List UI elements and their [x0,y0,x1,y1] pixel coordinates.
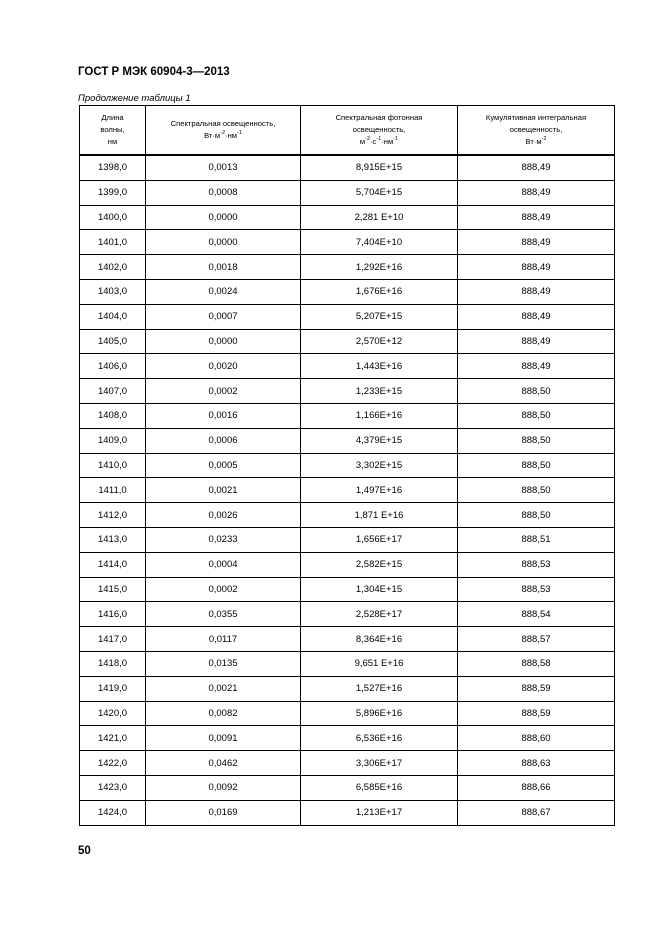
cumulative-irradiance-cell: 888,53 [458,552,615,577]
wavelength-cell: 1410,0 [80,453,146,478]
document-title: ГОСТ Р МЭК 60904-3—2013 [78,66,230,78]
cumulative-irradiance-cell: 888,50 [458,453,615,478]
spectral-irradiance-cell: 0,0026 [146,503,301,528]
wavelength-cell: 1403,0 [80,279,146,304]
spectral-irradiance-cell: 0,0082 [146,701,301,726]
table-row [80,627,615,652]
spectral-irradiance-cell: 0,0021 [146,478,301,503]
table-row [80,329,615,354]
cumulative-irradiance-cell: 888,49 [458,329,615,354]
wavelength-cell: 1418,0 [80,651,146,676]
cumulative-irradiance-cell: 888,50 [458,478,615,503]
cumulative-irradiance-cell: 888,49 [458,279,615,304]
cumulative-irradiance-cell: 888,63 [458,751,615,776]
spectral-irradiance-cell: 0,0000 [146,329,301,354]
wavelength-cell: 1407,0 [80,379,146,404]
photon-irradiance-cell: 1,676E+16 [301,279,458,304]
spectral-irradiance-cell: 0,0005 [146,453,301,478]
spectral-irradiance-table [79,105,615,826]
table-row [80,552,615,577]
wavelength-cell: 1412,0 [80,503,146,528]
spectral-irradiance-cell: 0,0169 [146,800,301,825]
table-row [80,230,615,255]
photon-irradiance-cell: 3,306E+17 [301,751,458,776]
spectral-irradiance-cell: 0,0135 [146,651,301,676]
cumulative-irradiance-cell: 888,60 [458,726,615,751]
wavelength-cell: 1400,0 [80,205,146,230]
cumulative-irradiance-cell: 888,49 [458,180,615,205]
header-wavelength-unit: нм [107,137,118,146]
spectral-irradiance-cell: 0,0004 [146,552,301,577]
wavelength-cell: 1413,0 [80,527,146,552]
photon-irradiance-cell: 6,536E+16 [301,726,458,751]
spectral-irradiance-cell: 0,0355 [146,602,301,627]
table-row [80,602,615,627]
cumulative-irradiance-cell: 888,50 [458,403,615,428]
table-row [80,800,615,825]
header-photon-unit: $м^{-2}\cdot с^{-1}\cdot нм^{-1}$ [359,136,399,146]
header-spectral-irradiance-line: Спектральная освещенность, [170,119,276,128]
cumulative-irradiance-cell: 888,59 [458,701,615,726]
header-wavelength-line: Длина [101,113,124,122]
table-row [80,577,615,602]
wavelength-cell: 1419,0 [80,676,146,701]
table-row [80,478,615,503]
wavelength-cell: 1415,0 [80,577,146,602]
table-row [80,775,615,800]
header-spectral-photon-irradiance [301,106,458,156]
page-number: 50 [78,845,91,857]
header-wavelength [80,106,146,156]
cumulative-irradiance-cell: 888,49 [458,304,615,329]
table-caption: Продолжение таблицы 1 [78,93,191,104]
wavelength-cell: 1420,0 [80,701,146,726]
cumulative-irradiance-cell: 888,50 [458,428,615,453]
photon-irradiance-cell: 1,166E+16 [301,403,458,428]
table-row [80,428,615,453]
spectral-irradiance-cell: 0,0006 [146,428,301,453]
photon-irradiance-cell: 8,915E+15 [301,155,458,180]
table-row [80,155,615,180]
photon-irradiance-cell: 4,379E+15 [301,428,458,453]
wavelength-cell: 1409,0 [80,428,146,453]
header-photon-line: Спектральная фотонная [335,113,423,122]
table-row [80,304,615,329]
wavelength-cell: 1421,0 [80,726,146,751]
table-row [80,751,615,776]
wavelength-cell: 1417,0 [80,627,146,652]
spectral-irradiance-cell: 0,0462 [146,751,301,776]
photon-irradiance-cell: 1,233E+15 [301,379,458,404]
table-row [80,354,615,379]
photon-irradiance-cell: 1,443E+16 [301,354,458,379]
spectral-irradiance-cell: 0,0002 [146,379,301,404]
header-cumulative-line: Кумулятивная интегральная [485,113,587,122]
photon-irradiance-cell: 1,213E+17 [301,800,458,825]
spectral-irradiance-cell: 0,0020 [146,354,301,379]
wavelength-cell: 1406,0 [80,354,146,379]
spectral-irradiance-cell: 0,0091 [146,726,301,751]
wavelength-cell: 1424,0 [80,800,146,825]
wavelength-cell: 1398,0 [80,155,146,180]
spectral-irradiance-cell: 0,0002 [146,577,301,602]
spectral-irradiance-cell: 0,0000 [146,205,301,230]
table-row [80,676,615,701]
spectral-irradiance-cell: 0,0024 [146,279,301,304]
cumulative-irradiance-cell: 888,66 [458,775,615,800]
table-row [80,403,615,428]
table-row [80,726,615,751]
cumulative-irradiance-cell: 888,49 [458,205,615,230]
header-spectral-irradiance [146,106,301,156]
cumulative-irradiance-cell: 888,49 [458,230,615,255]
wavelength-cell: 1401,0 [80,230,146,255]
photon-irradiance-cell: 1,527E+16 [301,676,458,701]
header-cumulative-irradiance [458,106,615,156]
photon-irradiance-cell: 5,896E+16 [301,701,458,726]
table-body [80,155,615,825]
wavelength-cell: 1404,0 [80,304,146,329]
cumulative-irradiance-cell: 888,54 [458,602,615,627]
table-row [80,453,615,478]
cumulative-irradiance-cell: 888,57 [458,627,615,652]
photon-irradiance-cell: 7,404E+10 [301,230,458,255]
wavelength-cell: 1423,0 [80,775,146,800]
spectral-irradiance-cell: 0,0117 [146,627,301,652]
photon-irradiance-cell: 2,528E+17 [301,602,458,627]
header-cumulative-line: освещенность, [509,125,563,134]
photon-irradiance-cell: 1,497E+16 [301,478,458,503]
photon-irradiance-cell: 1,871 E+16 [301,503,458,528]
table-row [80,279,615,304]
wavelength-cell: 1399,0 [80,180,146,205]
photon-irradiance-cell: 1,292E+16 [301,255,458,280]
cumulative-irradiance-cell: 888,51 [458,527,615,552]
wavelength-cell: 1414,0 [80,552,146,577]
header-spectral-irradiance-unit: $Вт\cdot м^{-2}\cdot нм^{-1}$ [204,130,242,140]
photon-irradiance-cell: 2,570E+12 [301,329,458,354]
photon-irradiance-cell: 5,207E+15 [301,304,458,329]
cumulative-irradiance-cell: 888,50 [458,379,615,404]
cumulative-irradiance-cell: 888,53 [458,577,615,602]
cumulative-irradiance-cell: 888,50 [458,503,615,528]
table-row [80,527,615,552]
cumulative-irradiance-cell: 888,59 [458,676,615,701]
cumulative-irradiance-cell: 888,58 [458,651,615,676]
spectral-irradiance-cell: 0,0016 [146,403,301,428]
cumulative-irradiance-cell: 888,67 [458,800,615,825]
photon-irradiance-cell: 1,304E+15 [301,577,458,602]
photon-irradiance-cell: 8,364E+16 [301,627,458,652]
wavelength-cell: 1402,0 [80,255,146,280]
wavelength-cell: 1416,0 [80,602,146,627]
header-photon-line: освещенность, [352,125,406,134]
table-header-row [80,106,615,156]
table-row [80,701,615,726]
wavelength-cell: 1422,0 [80,751,146,776]
wavelength-cell: 1411,0 [80,478,146,503]
cumulative-irradiance-cell: 888,49 [458,354,615,379]
cumulative-irradiance-cell: 888,49 [458,155,615,180]
wavelength-cell: 1408,0 [80,403,146,428]
wavelength-cell: 1405,0 [80,329,146,354]
spectral-irradiance-cell: 0,0007 [146,304,301,329]
spectral-irradiance-cell: 0,0092 [146,775,301,800]
spectral-irradiance-cell: 0,0013 [146,155,301,180]
photon-irradiance-cell: 3,302E+15 [301,453,458,478]
spectral-irradiance-cell: 0,0008 [146,180,301,205]
photon-irradiance-cell: 2,281 E+10 [301,205,458,230]
table-row [80,379,615,404]
spectral-irradiance-cell: 0,0018 [146,255,301,280]
table-row [80,180,615,205]
table-row [80,651,615,676]
header-cumulative-unit: $Вт\cdot м^{-2}$ [525,136,547,146]
spectral-irradiance-cell: 0,0233 [146,527,301,552]
spectral-irradiance-cell: 0,0000 [146,230,301,255]
cumulative-irradiance-cell: 888,49 [458,255,615,280]
photon-irradiance-cell: 1,656E+17 [301,527,458,552]
table-row [80,205,615,230]
table-row [80,255,615,280]
photon-irradiance-cell: 2,582E+15 [301,552,458,577]
photon-irradiance-cell: 9,651 E+16 [301,651,458,676]
spectral-irradiance-cell: 0,0021 [146,676,301,701]
photon-irradiance-cell: 6,585E+16 [301,775,458,800]
photon-irradiance-cell: 5,704E+15 [301,180,458,205]
header-wavelength-line: волны, [100,125,125,134]
table-row [80,503,615,528]
